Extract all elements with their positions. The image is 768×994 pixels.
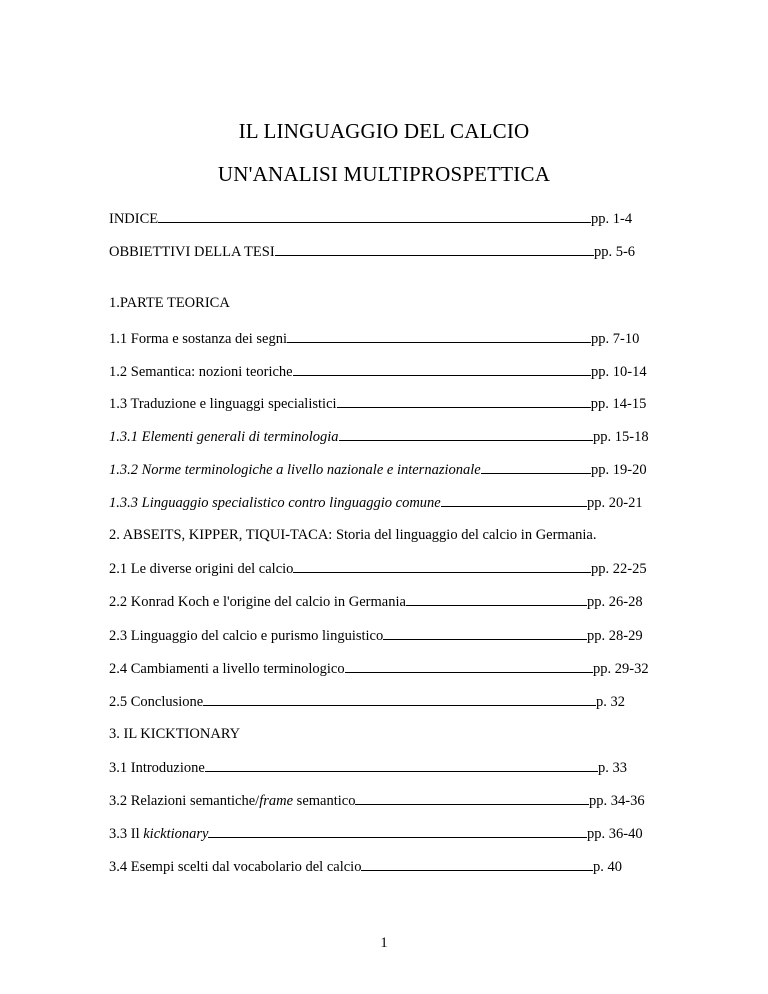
- toc-entry: [109, 242, 635, 261]
- leader-line: [208, 824, 587, 838]
- toc-entry-label: 1.1 Forma e sostanza dei segni: [109, 331, 287, 347]
- toc-entry: [109, 394, 646, 413]
- toc-entry-label: 1.3.2 Norme terminologiche a livello nazionale e internazionale: [109, 462, 481, 478]
- toc-entry: [109, 824, 643, 843]
- toc-entry-page: pp. 5-6: [593, 244, 636, 260]
- toc-entry: [109, 329, 639, 348]
- toc-entry-label: 3.4 Esempi scelti dal vocabolario del calcio: [109, 859, 362, 875]
- toc-entry: [109, 857, 622, 876]
- leader-line: [337, 394, 591, 408]
- page-number: 1: [380, 935, 388, 951]
- leader-line: [355, 791, 589, 805]
- toc-entry-label: 2.1 Le diverse origini del calcio: [109, 561, 294, 577]
- toc-entry-label: 3.3 Il: [109, 826, 144, 842]
- toc-entry: [109, 526, 596, 544]
- toc-entry-label: 2.5 Conclusione: [109, 694, 204, 710]
- leader-line: [275, 242, 594, 256]
- toc-entry: [109, 626, 643, 645]
- toc-entry: [109, 493, 643, 512]
- toc-entry-page: pp. 7-10: [591, 331, 640, 347]
- toc-entry-page: p. 40: [593, 859, 622, 875]
- toc-entry-page: p. 33: [598, 760, 627, 776]
- document-title: IL LINGUAGGIO DEL CALCIO: [238, 119, 530, 143]
- document-subtitle: UN'ANALISI MULTIPROSPETTICA: [217, 162, 551, 186]
- toc-entry-page: pp. 29-32: [593, 661, 649, 677]
- toc-entry-label: 2.3 Linguaggio del calcio e purismo linguistico: [109, 628, 384, 644]
- toc-entry-page: pp. 36-40: [587, 826, 643, 842]
- leader-line: [406, 592, 587, 606]
- toc-entry-label: 1.3.3 Linguaggio specialistico contro linguaggio comune: [109, 495, 441, 511]
- toc-entry-label: semantico: [293, 793, 356, 809]
- toc-entry: [109, 692, 625, 711]
- leader-line: [158, 209, 591, 223]
- leader-line: [481, 460, 591, 474]
- leader-line: [203, 692, 596, 706]
- toc-entry: [109, 460, 647, 479]
- toc-entry-label: 2.4 Cambiamenti a livello terminologico: [109, 661, 345, 677]
- toc-entry: [109, 559, 647, 578]
- toc-entry-label: frame: [259, 793, 294, 809]
- toc-entry-label: 1.2 Semantica: nozioni teoriche: [109, 364, 293, 380]
- toc-entry-label: kicktionary: [143, 826, 209, 842]
- toc-entry-page: pp. 15-18: [593, 429, 649, 445]
- toc-entry-page: pp. 10-14: [591, 364, 647, 380]
- toc-entry-label: 2. ABSEITS, KIPPER, TIQUI-TACA: Storia del linguaggio del calcio in Germania.: [109, 527, 597, 543]
- toc-entry-label: 3. IL KICKTIONARY: [109, 726, 241, 742]
- leader-line: [383, 626, 587, 640]
- toc-entry-label: 1.PARTE TEORICA: [109, 295, 230, 311]
- leader-line: [205, 758, 598, 772]
- leader-line: [287, 329, 591, 343]
- leader-line: [441, 493, 587, 507]
- toc-entry-page: pp. 20-21: [587, 495, 643, 511]
- toc-entry-label: 1.3 Traduzione e linguaggi specialistici: [109, 396, 337, 412]
- leader-line: [361, 857, 593, 871]
- toc-entry: [109, 758, 627, 777]
- leader-line: [293, 559, 591, 573]
- toc-entry-page: p. 32: [596, 694, 625, 710]
- toc-entry: [109, 294, 230, 312]
- toc-entry-page: pp. 26-28: [587, 594, 643, 610]
- toc-entry: [109, 791, 645, 810]
- toc-entry-page: pp. 1-4: [591, 211, 633, 227]
- toc-entry: [109, 725, 240, 743]
- toc-entry-page: pp. 28-29: [587, 628, 643, 644]
- toc-entry-label: 2.2 Konrad Koch e l'origine del calcio in Germania: [109, 594, 406, 610]
- toc-entry: [109, 427, 649, 446]
- toc-entry: [109, 659, 649, 678]
- toc-entry-label: 3.2 Relazioni semantiche/: [109, 793, 260, 809]
- toc-entry: [109, 592, 643, 611]
- toc-entry-page: pp. 22-25: [591, 561, 647, 577]
- toc-entry-page: pp. 34-36: [589, 793, 645, 809]
- toc-entry-label: OBBIETTIVI DELLA TESI: [109, 244, 275, 260]
- toc-entry-label: 1.3.1 Elementi generali di terminologia: [109, 429, 339, 445]
- leader-line: [293, 362, 591, 376]
- toc-entry-label: 3.1 Introduzione: [109, 760, 205, 776]
- leader-line: [339, 427, 593, 441]
- toc-entry-page: pp. 14-15: [590, 396, 647, 412]
- toc-entry-label: INDICE: [109, 211, 159, 227]
- toc-entry: [109, 362, 647, 381]
- leader-line: [345, 659, 593, 673]
- toc-entry: [109, 209, 632, 228]
- toc-entry-page: pp. 19-20: [591, 462, 647, 478]
